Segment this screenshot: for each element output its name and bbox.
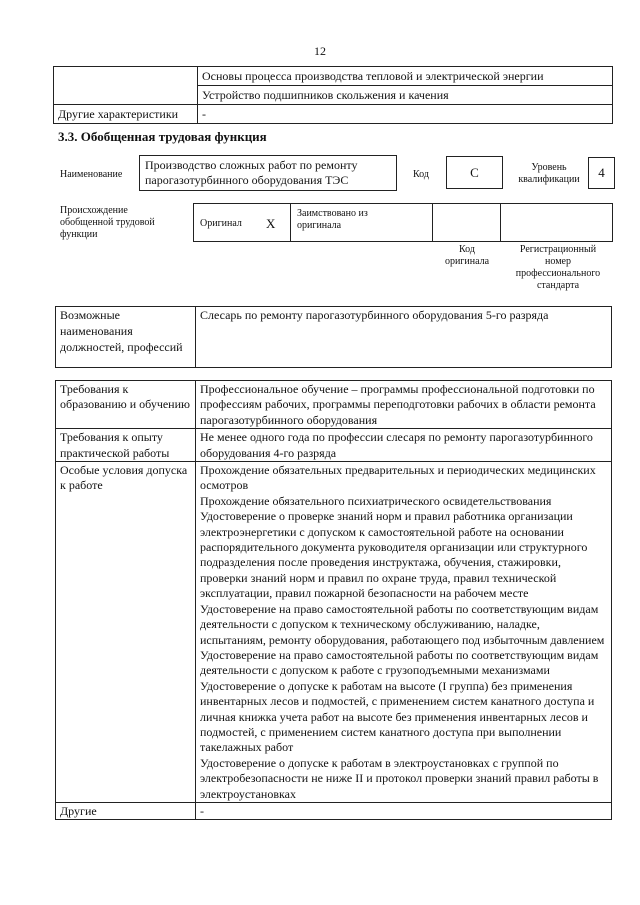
requirement-value: - <box>196 802 612 819</box>
positions-label: Возможные наименования должностей, профессий <box>56 307 196 368</box>
positions-table <box>55 306 612 368</box>
requirement-label: Другие <box>56 802 196 819</box>
positions-value: Слесарь по ремонту парогазотурбинного оборудования 5-го разряда <box>196 307 612 368</box>
page-number: 12 <box>314 44 326 58</box>
condition-item: Удостоверение о проверке знаний норм и правил работника организации электроэнергетики с допуском к самостоятельной работе на основании распорядительного документа руководителя организации или структурного подразделения после проведения инструктажа, обучения, стажировки, проверки знаний норм и правил по охране труда, правил технической эксплуатации, правил пожарной безопасности на рабочем месте <box>200 509 588 601</box>
table-row <box>56 381 612 429</box>
condition-item: Удостоверение на право самостоятельной работы по соответствующим видам деятельности с допуском к работе с грузоподъемными механизмами <box>200 647 599 678</box>
origin-label: Происхождение обобщенной трудовой функции <box>60 205 155 240</box>
code-value: C <box>470 165 479 180</box>
borrowed-label: Заимствовано из оригинала <box>297 208 368 231</box>
table-row <box>56 429 612 462</box>
condition-item: Удостоверение о допуске к работам в электроустановках с группой по электробезопасности не ниже II и протокол проверки знаний правил работы в электроустановках <box>200 755 599 801</box>
table-row <box>54 67 613 86</box>
row-value: - <box>198 105 613 124</box>
table-row <box>56 802 612 819</box>
code-box <box>446 156 503 189</box>
requirements-table <box>55 380 612 820</box>
requirement-label: Особые условия допуска к работе <box>56 462 196 803</box>
name-label: Наименование <box>60 169 123 180</box>
borrowed-cell <box>290 203 433 242</box>
code-caption: Код оригинала <box>444 244 490 267</box>
original-label: Оригинал <box>200 218 242 229</box>
section-heading: 3.3. Обобщенная трудовая функция <box>58 129 267 144</box>
registration-number-cell <box>500 203 613 242</box>
level-value: 4 <box>598 165 605 180</box>
original-cell <box>193 203 291 242</box>
registration-caption: Регистрационный номер профессионального стандарта <box>515 244 601 291</box>
table-row <box>56 307 612 368</box>
requirement-label: Требования к опыту практической работы <box>56 429 196 462</box>
requirement-value-list <box>196 462 612 803</box>
condition-item: Удостоверение о допуске к работам на высоте (I группа) без применения инвентарных лесов и подмостей, с применением систем канатного доступа и личная книжка учета работ на высоте без применения инвентарных лесов и подмостей, с применением систем канатного доступа при выполнении такелажных работ <box>200 678 595 755</box>
knowledge-item: Устройство подшипников скольжения и качения <box>198 86 613 105</box>
knowledge-item: Основы процесса производства тепловой и электрической энергии <box>198 67 613 86</box>
condition-item: Удостоверение на право самостоятельной работы по соответствующим видам деятельности с допуском к техническому обслуживанию, наладке, испытаниям, ремонту оборудования, работающего под избыточным давлением <box>200 601 605 647</box>
table-row <box>56 462 612 803</box>
original-mark: X <box>266 216 276 231</box>
requirement-value: Не менее одного года по профессии слесаря по ремонту парогазотурбинного оборудования 4-го разряда <box>196 429 612 462</box>
condition-item: Прохождение обязательного психиатрического освидетельствования <box>200 493 552 508</box>
characteristics-table <box>53 66 613 124</box>
requirement-value: Профессиональное обучение – программы профессиональной подготовки по профессиям рабочих, программы переподготовки рабочих в области ремонта парогазотурбинного оборудования <box>196 381 612 429</box>
row-label <box>54 67 198 105</box>
function-name-box <box>139 155 397 191</box>
original-code-cell <box>432 203 501 242</box>
function-name: Производство сложных работ по ремонту парогазотурбинного оборудования ТЭС <box>145 158 358 187</box>
code-label: Код <box>413 169 429 180</box>
row-label: Другие характеристики <box>54 105 198 124</box>
level-label: Уровень квалификации <box>518 162 580 185</box>
table-row <box>54 105 613 124</box>
condition-item: Прохождение обязательных предварительных и периодических медицинских осмотров <box>200 463 596 493</box>
level-box <box>588 157 615 189</box>
requirement-label: Требования к образованию и обучению <box>56 381 196 429</box>
